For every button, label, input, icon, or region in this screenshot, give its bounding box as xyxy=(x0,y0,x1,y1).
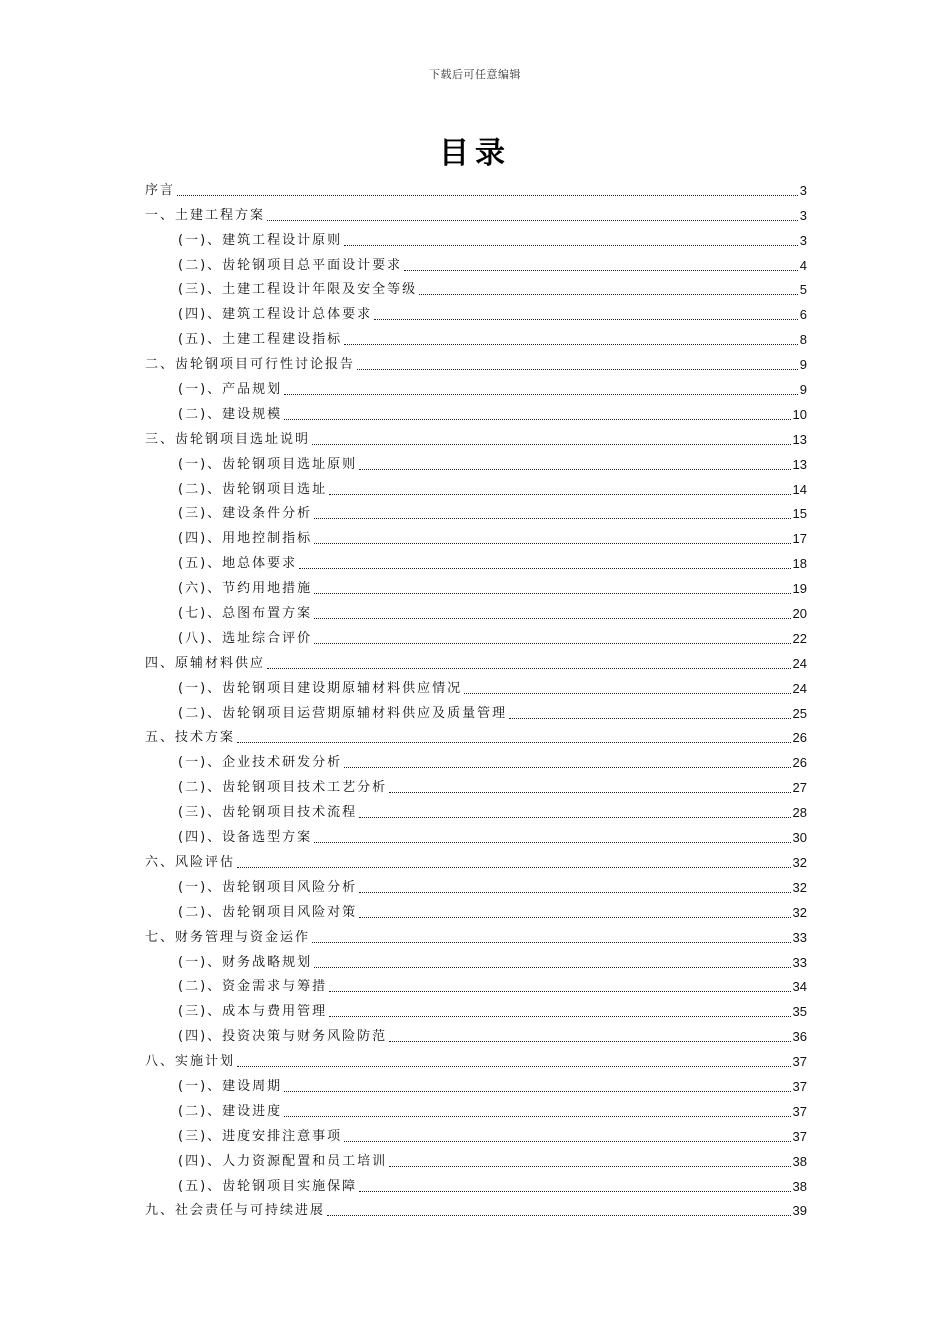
toc-entry-label: 九、社会责任与可持续进展 xyxy=(145,1203,326,1219)
toc-entry-chapter[interactable] xyxy=(145,648,807,673)
toc-entry-page-number: 13 xyxy=(792,456,807,472)
dot-leader xyxy=(359,817,790,818)
toc-entry-section[interactable] xyxy=(145,698,807,723)
toc-entry-page-number: 37 xyxy=(792,1128,807,1144)
toc-entry-label: (一)、齿轮钢项目选址原则 xyxy=(178,456,358,472)
toc-entry-page-number: 25 xyxy=(792,705,807,721)
toc-entry-section[interactable] xyxy=(145,772,807,797)
toc-entry-label: (二)、建设进度 xyxy=(178,1103,283,1119)
toc-entry-section[interactable] xyxy=(145,573,807,598)
toc-entry-label: (一)、建设周期 xyxy=(178,1078,283,1094)
toc-entry-chapter[interactable] xyxy=(145,349,807,374)
toc-entry-page-number: 33 xyxy=(792,929,807,945)
toc-entry-page-number: 22 xyxy=(792,630,807,646)
toc-entry-section[interactable] xyxy=(145,797,807,822)
dot-leader xyxy=(359,1191,790,1192)
toc-title: 目录 xyxy=(439,136,511,171)
dot-leader xyxy=(312,942,791,943)
toc-entry-section[interactable] xyxy=(145,1121,807,1146)
toc-entry-label: 三、齿轮钢项目选址说明 xyxy=(145,431,311,447)
toc-entry-label: (二)、建设规模 xyxy=(178,406,283,422)
dot-leader xyxy=(237,742,791,743)
dot-leader xyxy=(389,1041,790,1042)
toc-entry-label: (四)、设备选型方案 xyxy=(178,830,313,846)
dot-leader xyxy=(357,369,798,370)
toc-entry-label: (七)、总图布置方案 xyxy=(178,606,313,622)
toc-entry-page-number: 14 xyxy=(792,481,807,497)
toc-entry-section[interactable] xyxy=(145,548,807,573)
toc-entry-label: 四、原辅材料供应 xyxy=(145,655,266,671)
toc-entry-page-number: 33 xyxy=(792,954,807,970)
toc-entry-label: (一)、企业技术研发分析 xyxy=(178,755,343,771)
toc-entry-page-number: 6 xyxy=(799,307,807,323)
toc-entry-page-number: 24 xyxy=(792,680,807,696)
dot-leader xyxy=(284,419,790,420)
toc-entry-label: 五、技术方案 xyxy=(145,730,236,746)
dot-leader xyxy=(344,1141,790,1142)
toc-entry-label: (四)、人力资源配置和员工培训 xyxy=(178,1153,388,1169)
toc-entry-page-number: 37 xyxy=(792,1054,807,1070)
toc-entry-label: (三)、建设条件分析 xyxy=(178,506,313,522)
table-of-contents xyxy=(145,175,807,1220)
dot-leader xyxy=(314,842,790,843)
toc-entry-label: (一)、产品规划 xyxy=(178,382,283,398)
toc-entry-label: (三)、土建工程设计年限及安全等级 xyxy=(178,282,418,298)
toc-entry-chapter[interactable] xyxy=(145,847,807,872)
toc-entry-page-number: 20 xyxy=(792,606,807,622)
toc-entry-page-number: 28 xyxy=(792,805,807,821)
toc-entry-page-number: 30 xyxy=(792,830,807,846)
dot-leader xyxy=(359,892,790,893)
page-header: 下载后可任意编辑 xyxy=(429,68,521,81)
dot-leader xyxy=(284,1091,790,1092)
dot-leader xyxy=(237,867,791,868)
toc-entry-label: (二)、齿轮钢项目总平面设计要求 xyxy=(178,257,403,273)
toc-entry-label: (一)、建筑工程设计原则 xyxy=(178,232,343,248)
dot-leader xyxy=(359,469,790,470)
toc-entry-section[interactable] xyxy=(145,374,807,399)
toc-entry-section[interactable] xyxy=(145,1171,807,1196)
toc-entry-label: (四)、建筑工程设计总体要求 xyxy=(178,307,373,323)
toc-entry-page-number: 26 xyxy=(792,755,807,771)
toc-entry-page-number: 27 xyxy=(792,780,807,796)
toc-entry-label: (一)、财务战略规划 xyxy=(178,954,313,970)
dot-leader xyxy=(344,344,798,345)
toc-entry-page-number: 37 xyxy=(792,1103,807,1119)
toc-entry-section[interactable] xyxy=(145,1096,807,1121)
toc-entry-page-number: 3 xyxy=(799,207,807,223)
dot-leader xyxy=(314,593,790,594)
toc-entry-page-number: 38 xyxy=(792,1153,807,1169)
toc-entry-label: (三)、进度安排注意事项 xyxy=(178,1128,343,1144)
toc-entry-page-number: 3 xyxy=(799,232,807,248)
toc-entry-page-number: 38 xyxy=(792,1178,807,1194)
dot-leader xyxy=(314,643,790,644)
toc-entry-chapter[interactable] xyxy=(145,922,807,947)
toc-entry-section[interactable] xyxy=(145,747,807,772)
toc-entry-section[interactable] xyxy=(145,1146,807,1171)
toc-entry-label: (五)、地总体要求 xyxy=(178,556,298,572)
toc-entry-label: 七、财务管理与资金运作 xyxy=(145,929,311,945)
dot-leader xyxy=(389,792,790,793)
toc-entry-page-number: 35 xyxy=(792,1004,807,1020)
toc-entry-page-number: 10 xyxy=(792,406,807,422)
dot-leader xyxy=(509,718,790,719)
dot-leader xyxy=(329,1016,790,1017)
toc-entry-chapter[interactable] xyxy=(145,1196,807,1221)
toc-entry-section[interactable] xyxy=(145,996,807,1021)
toc-entry-page-number: 24 xyxy=(792,655,807,671)
toc-entry-section[interactable] xyxy=(145,822,807,847)
dot-leader xyxy=(404,270,798,271)
dot-leader xyxy=(419,294,798,295)
toc-entry-label: (二)、资金需求与筹措 xyxy=(178,979,328,995)
toc-entry-page-number: 37 xyxy=(792,1078,807,1094)
dot-leader xyxy=(314,618,790,619)
toc-entry-section[interactable] xyxy=(145,449,807,474)
toc-entry-section[interactable] xyxy=(145,673,807,698)
toc-entry-label: (二)、齿轮钢项目技术工艺分析 xyxy=(178,780,388,796)
toc-entry-label: (二)、齿轮钢项目选址 xyxy=(178,481,328,497)
toc-entry-label: (三)、齿轮钢项目技术流程 xyxy=(178,805,358,821)
toc-entry-page-number: 32 xyxy=(792,904,807,920)
dot-leader xyxy=(237,1066,791,1067)
toc-entry-page-number: 9 xyxy=(799,357,807,373)
toc-entry-label: 二、齿轮钢项目可行性讨论报告 xyxy=(145,357,356,373)
toc-entry-label: (八)、选址综合评价 xyxy=(178,630,313,646)
dot-leader xyxy=(329,991,790,992)
toc-entry-label: 序言 xyxy=(145,182,176,198)
toc-entry-label: (三)、成本与费用管理 xyxy=(178,1004,328,1020)
toc-entry-chapter[interactable] xyxy=(145,424,807,449)
dot-leader xyxy=(299,568,790,569)
toc-entry-chapter[interactable] xyxy=(145,175,807,200)
toc-entry-page-number: 15 xyxy=(792,506,807,522)
toc-entry-chapter[interactable] xyxy=(145,723,807,748)
toc-entry-chapter[interactable] xyxy=(145,1046,807,1071)
toc-entry-label: 六、风险评估 xyxy=(145,854,236,870)
toc-entry-page-number: 18 xyxy=(792,556,807,572)
toc-entry-section[interactable] xyxy=(145,1021,807,1046)
toc-entry-label: (四)、用地控制指标 xyxy=(178,531,313,547)
dot-leader xyxy=(284,394,798,395)
toc-entry-section[interactable] xyxy=(145,225,807,250)
toc-entry-page-number: 3 xyxy=(799,182,807,198)
dot-leader xyxy=(267,220,798,221)
toc-entry-page-number: 36 xyxy=(792,1029,807,1045)
toc-entry-label: (五)、土建工程建设指标 xyxy=(178,332,343,348)
dot-leader xyxy=(177,195,798,196)
dot-leader xyxy=(314,543,790,544)
toc-entry-section[interactable] xyxy=(145,275,807,300)
dot-leader xyxy=(284,1116,790,1117)
toc-entry-section[interactable] xyxy=(145,947,807,972)
toc-entry-chapter[interactable] xyxy=(145,200,807,225)
toc-entry-section[interactable] xyxy=(145,598,807,623)
toc-entry-section[interactable] xyxy=(145,872,807,897)
dot-leader xyxy=(389,1166,790,1167)
toc-entry-label: (一)、齿轮钢项目建设期原辅材料供应情况 xyxy=(178,680,463,696)
toc-entry-section[interactable] xyxy=(145,399,807,424)
dot-leader xyxy=(359,917,790,918)
dot-leader xyxy=(327,1215,791,1216)
toc-entry-label: 八、实施计划 xyxy=(145,1054,236,1070)
toc-entry-page-number: 19 xyxy=(792,581,807,597)
dot-leader xyxy=(344,245,798,246)
toc-entry-label: (一)、齿轮钢项目风险分析 xyxy=(178,879,358,895)
toc-entry-label: (二)、齿轮钢项目风险对策 xyxy=(178,904,358,920)
dot-leader xyxy=(314,518,790,519)
toc-entry-section[interactable] xyxy=(145,623,807,648)
toc-entry-section[interactable] xyxy=(145,299,807,324)
toc-entry-label: (五)、齿轮钢项目实施保障 xyxy=(178,1178,358,1194)
toc-entry-page-number: 34 xyxy=(792,979,807,995)
dot-leader xyxy=(314,967,790,968)
toc-entry-page-number: 8 xyxy=(799,332,807,348)
toc-entry-section[interactable] xyxy=(145,1071,807,1096)
toc-entry-section[interactable] xyxy=(145,324,807,349)
dot-leader xyxy=(374,319,798,320)
toc-entry-page-number: 4 xyxy=(799,257,807,273)
toc-entry-page-number: 13 xyxy=(792,431,807,447)
toc-entry-page-number: 32 xyxy=(792,879,807,895)
toc-entry-page-number: 32 xyxy=(792,854,807,870)
toc-entry-section[interactable] xyxy=(145,474,807,499)
toc-entry-label: (二)、齿轮钢项目运营期原辅材料供应及质量管理 xyxy=(178,705,508,721)
dot-leader xyxy=(329,494,790,495)
toc-entry-label: (四)、投资决策与财务风险防范 xyxy=(178,1029,388,1045)
toc-entry-label: (六)、节约用地措施 xyxy=(178,581,313,597)
toc-entry-page-number: 39 xyxy=(792,1203,807,1219)
dot-leader xyxy=(312,444,791,445)
dot-leader xyxy=(267,668,791,669)
toc-entry-page-number: 17 xyxy=(792,531,807,547)
toc-entry-section[interactable] xyxy=(145,972,807,997)
toc-entry-page-number: 26 xyxy=(792,730,807,746)
toc-entry-page-number: 9 xyxy=(799,382,807,398)
dot-leader xyxy=(464,693,790,694)
toc-entry-page-number: 5 xyxy=(799,282,807,298)
dot-leader xyxy=(344,767,790,768)
toc-entry-label: 一、土建工程方案 xyxy=(145,207,266,223)
toc-entry-section[interactable] xyxy=(145,250,807,275)
toc-entry-section[interactable] xyxy=(145,499,807,524)
toc-entry-section[interactable] xyxy=(145,897,807,922)
toc-entry-section[interactable] xyxy=(145,523,807,548)
